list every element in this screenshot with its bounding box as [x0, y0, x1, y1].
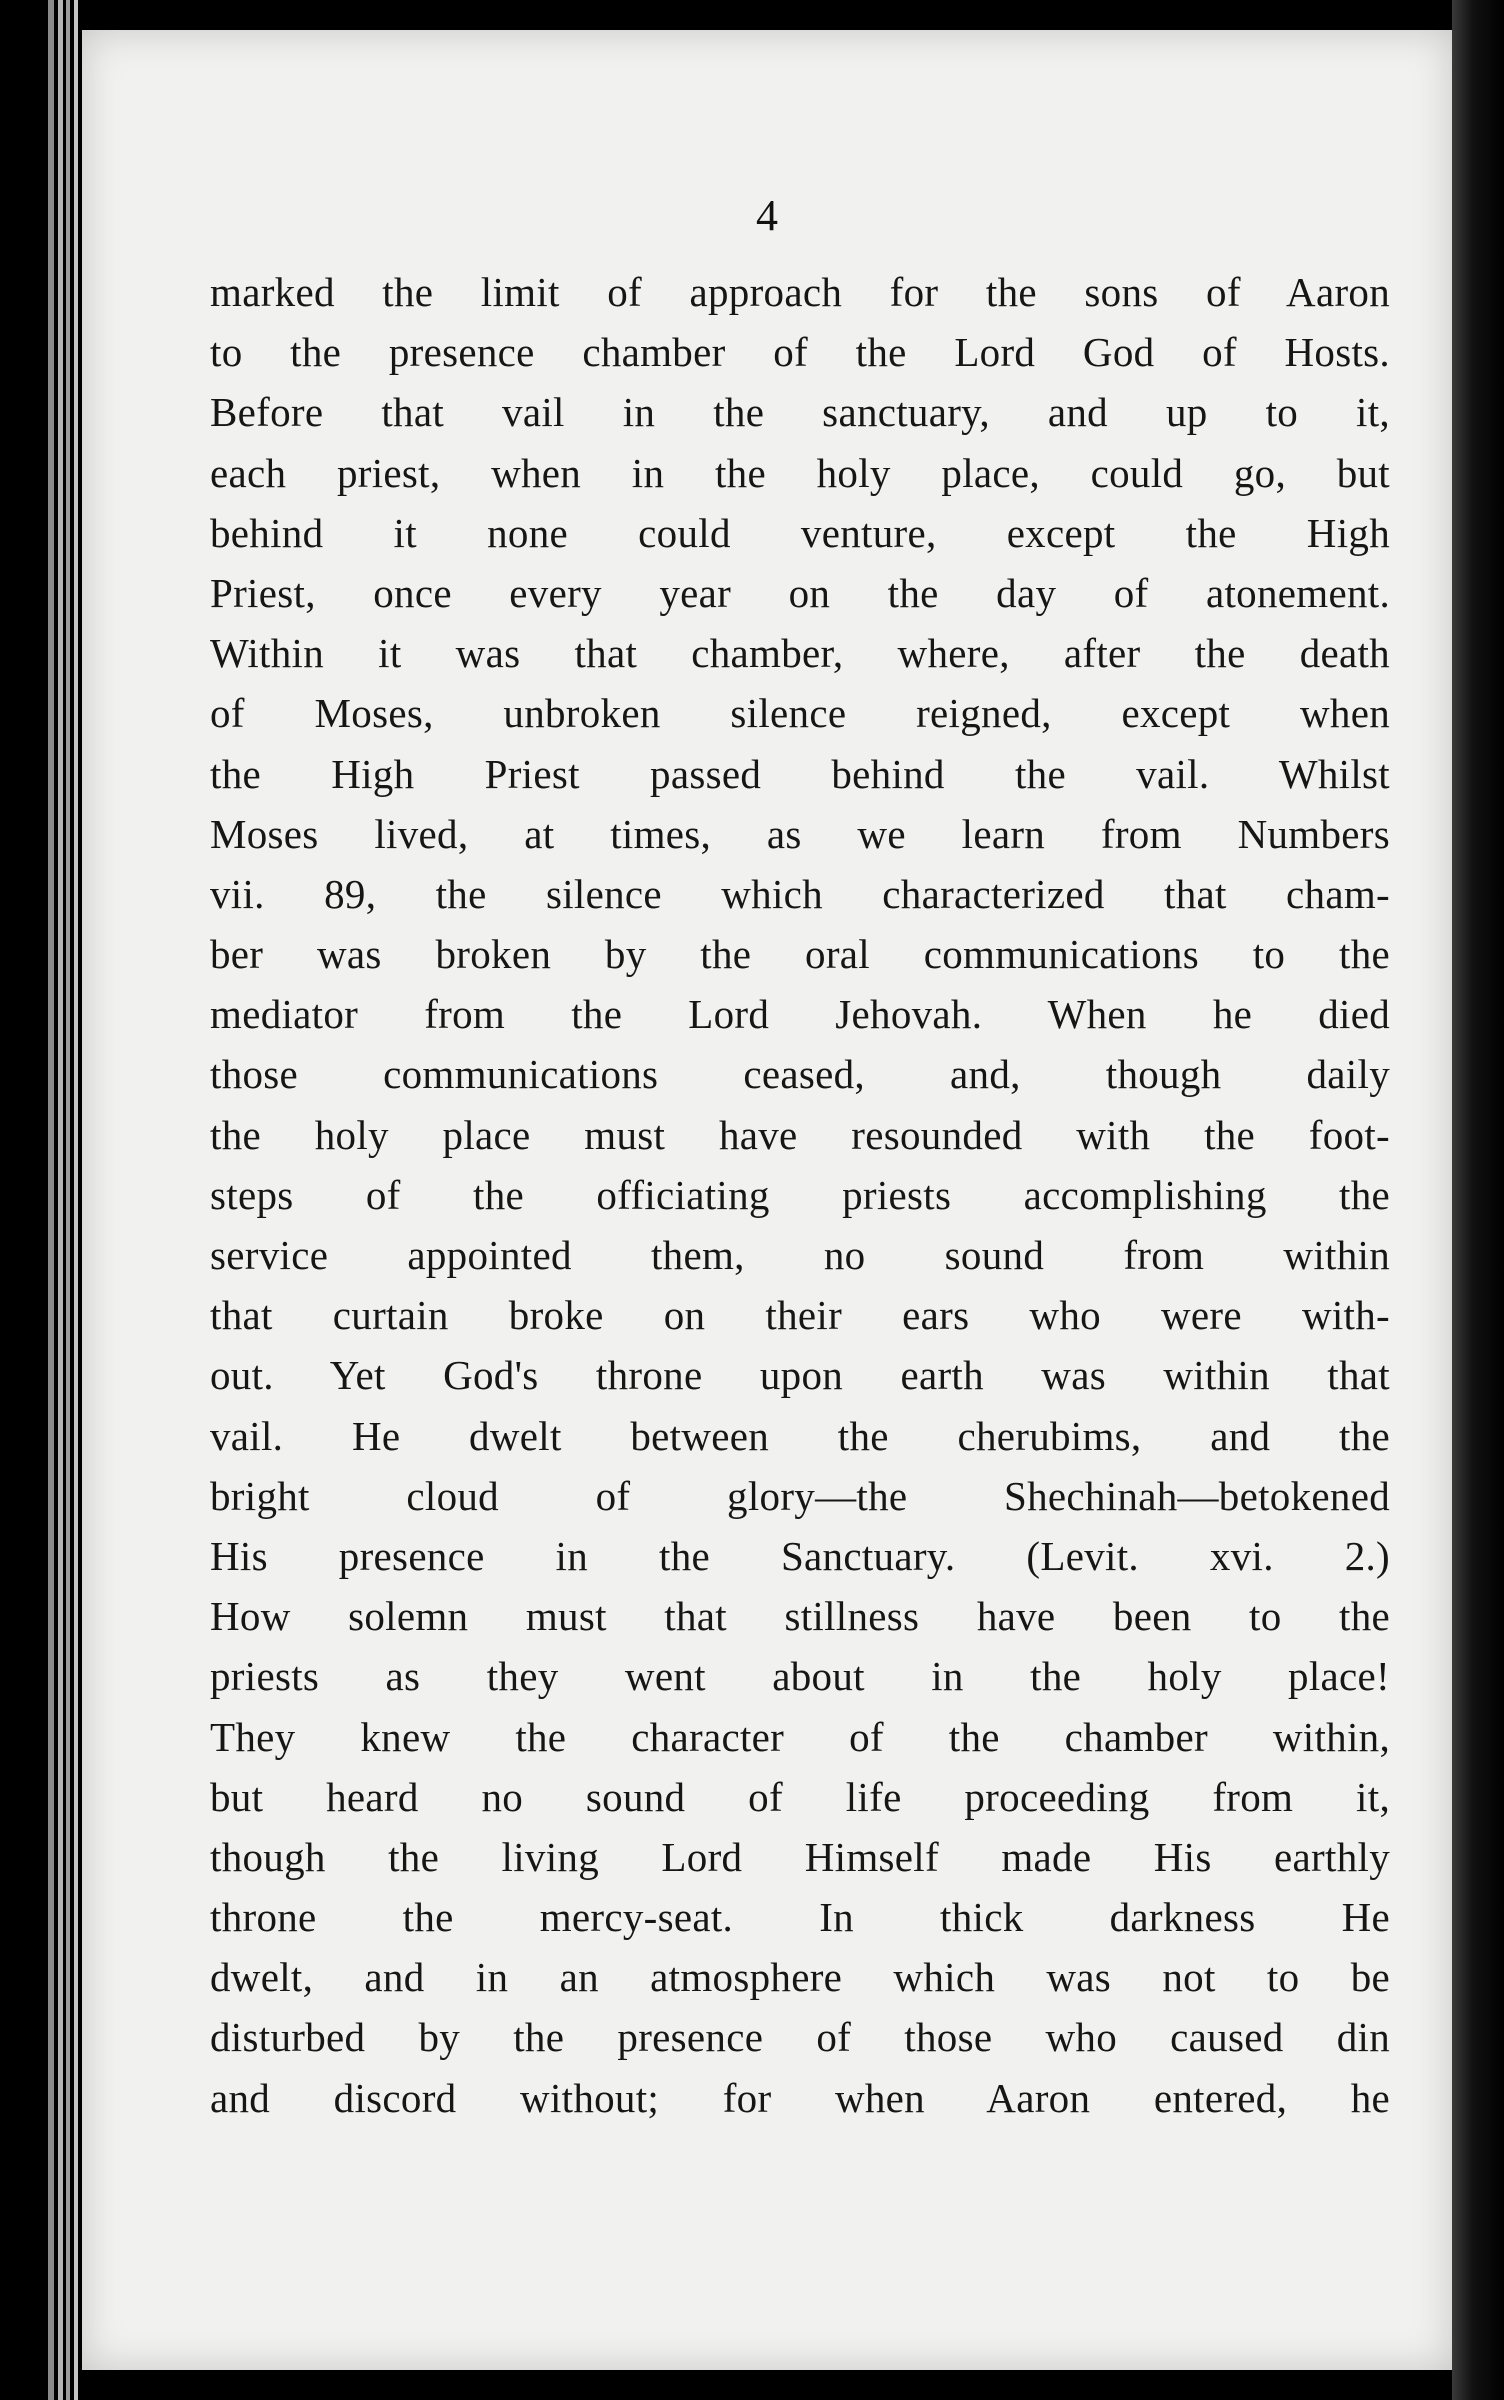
body-text	[210, 262, 1390, 2128]
text-line: bright cloud of glory—the Shechinah—betokened	[210, 1472, 1390, 1519]
text-line: the holy place must have resounded with the foot-	[210, 1111, 1390, 1158]
text-line: and discord without; for when Aaron entered, he	[210, 2074, 1390, 2121]
text-line: priests as they went about in the holy place!	[210, 1653, 1390, 1700]
page-edge	[74, 0, 78, 2400]
text-line: Moses lived, at times, as we learn from Numbers	[210, 810, 1390, 857]
page-edge	[66, 0, 70, 2400]
text-line: to the presence chamber of the Lord God of Hosts.	[210, 329, 1390, 376]
text-line: ber was broken by the oral communications to the	[210, 931, 1390, 978]
text-line: mediator from the Lord Jehovah. When he died	[210, 991, 1390, 1038]
page-edge	[48, 0, 54, 2400]
text-line: of Moses, unbroken silence reigned, except when	[210, 690, 1390, 737]
text-line: vii. 89, the silence which characterized that cham-	[210, 870, 1390, 917]
text-line: the High Priest passed behind the vail. Whilst	[210, 750, 1390, 797]
text-line: out. Yet God's throne upon earth was within that	[210, 1352, 1390, 1399]
text-line: service appointed them, no sound from within	[210, 1232, 1390, 1278]
text-line: but heard no sound of life proceeding from it,	[210, 1773, 1390, 1820]
text-line: marked the limit of approach for the sons of Aaron	[210, 269, 1390, 315]
text-line: that curtain broke on their ears who were with-	[210, 1292, 1390, 1339]
book-binding	[1452, 0, 1504, 2400]
page-number: 4	[756, 191, 778, 240]
text-line: disturbed by the presence of those who caused din	[210, 2014, 1390, 2061]
text-line: those communications ceased, and, though daily	[210, 1051, 1390, 1098]
text-line: behind it none could venture, except the High	[210, 509, 1390, 556]
text-line: each priest, when in the holy place, could go, but	[210, 449, 1390, 496]
text-line: dwelt, and in an atmosphere which was not to be	[210, 1954, 1390, 2001]
page-edge	[58, 0, 63, 2400]
text-line: Before that vail in the sanctuary, and up to it,	[210, 389, 1390, 436]
text-line: throne the mercy-seat. In thick darkness He	[210, 1894, 1390, 1941]
text-line: Priest, once every year on the day of atonement.	[210, 569, 1390, 616]
text-line: though the living Lord Himself made His earthly	[210, 1833, 1390, 1880]
text-line: Within it was that chamber, where, after the death	[210, 630, 1390, 677]
text-line: vail. He dwelt between the cherubims, and the	[210, 1412, 1390, 1459]
text-line: His presence in the Sanctuary. (Levit. xvi. 2.)	[210, 1532, 1390, 1579]
text-line: They knew the character of the chamber within,	[210, 1713, 1390, 1760]
text-line: steps of the officiating priests accomplishing the	[210, 1171, 1390, 1218]
text-line: How solemn must that stillness have been to the	[210, 1593, 1390, 1640]
